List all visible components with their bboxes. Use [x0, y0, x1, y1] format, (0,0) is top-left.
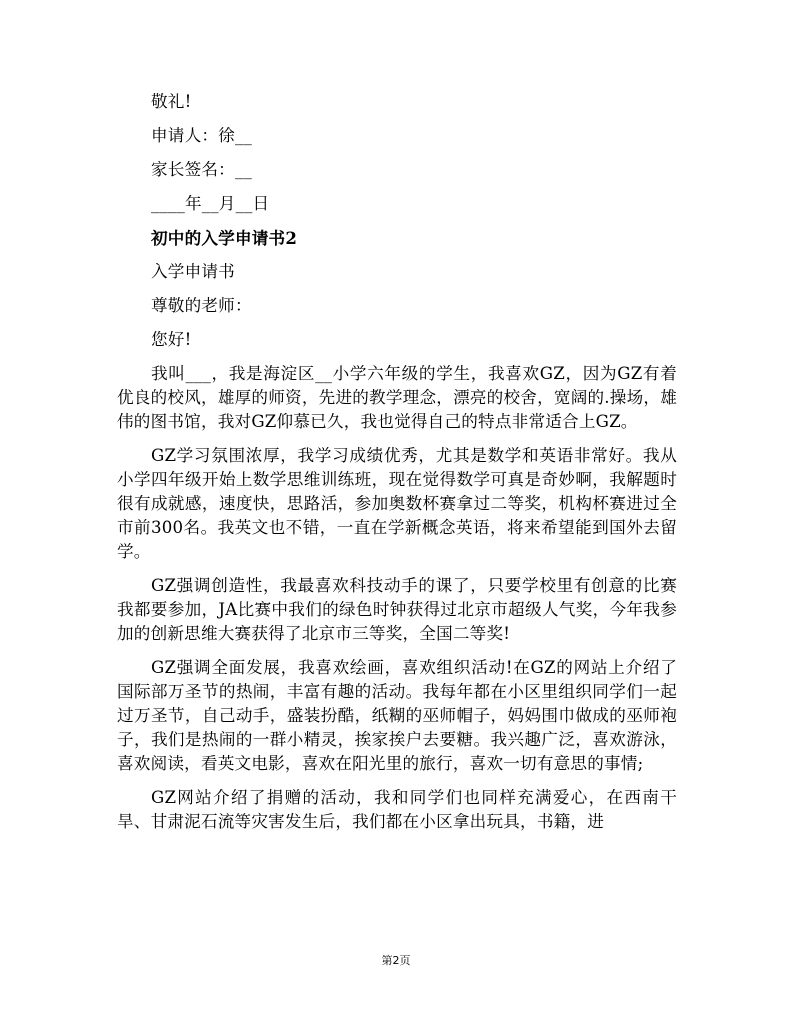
- body-paragraph: GZ网站介绍了捐赠的活动，我和同学们也同样充满爱心，在西南干旱、甘肃泥石流等灾害发生后，我们都在小区拿出玩具，书籍，进: [117, 788, 677, 831]
- salutation: 尊敬的老师：: [151, 296, 252, 315]
- section-title: 初中的入学申请书2: [151, 228, 298, 248]
- greeting: 您好!: [151, 330, 192, 349]
- body-paragraph: GZ强调创造性，我最喜欢科技动手的课了，只要学校里有创意的比赛我都要参加，JA比赛中我们的绿色时钟获得过北京市超级人气奖，今年我参加的创新思维大赛获得了北京市三等奖，全国二等奖!: [117, 576, 677, 643]
- body-paragraph: GZ学习氛围浓厚，我学习成绩优秀，尤其是数学和英语非常好。我从小学四年级开始上数学思维训练班，现在觉得数学可真是奇妙啊，我解题时很有成就感，速度快，思路活，参加奥数杯赛拿过二等奖，机构杯赛进过全市前300名。我英文也不错，一直在学新概念英语，将来希望能到国外去留学。: [117, 446, 677, 561]
- letter-title: 入学申请书: [151, 262, 235, 281]
- parent-signature-line: 家长签名：__: [151, 160, 252, 179]
- date-line: ____年__月__日: [151, 194, 270, 213]
- document-body: [117, 90, 677, 844]
- body-paragraph: 我叫___，我是海淀区__小学六年级的学生，我喜欢GZ，因为GZ有着优良的校风，雄厚的师资，先进的教学理念，漂亮的校舍，宽阔的.操场，雄伟的图书馆，我对GZ仰慕已久，我也觉得自己的特点非常适合上GZ。: [117, 364, 677, 431]
- closing-salute: 敬礼!: [151, 92, 192, 111]
- body-paragraph: GZ强调全面发展，我喜欢绘画，喜欢组织活动!在GZ的网站上介绍了国际部万圣节的热闹，丰富有趣的活动。我每年都在小区里组织同学们一起过万圣节，自己动手，盛装扮酷，纸糊的巫师帽子，妈妈围巾做成的巫师袍子，我们是热闹的一群小精灵，挨家挨户去要糖。我兴趣广泛，喜欢游泳，喜欢阅读，看英文电影，喜欢在阳光里的旅行，喜欢一切有意思的事情;: [117, 658, 677, 773]
- applicant-line: 申请人：徐__: [151, 126, 252, 145]
- page-number: 第2页: [381, 954, 411, 967]
